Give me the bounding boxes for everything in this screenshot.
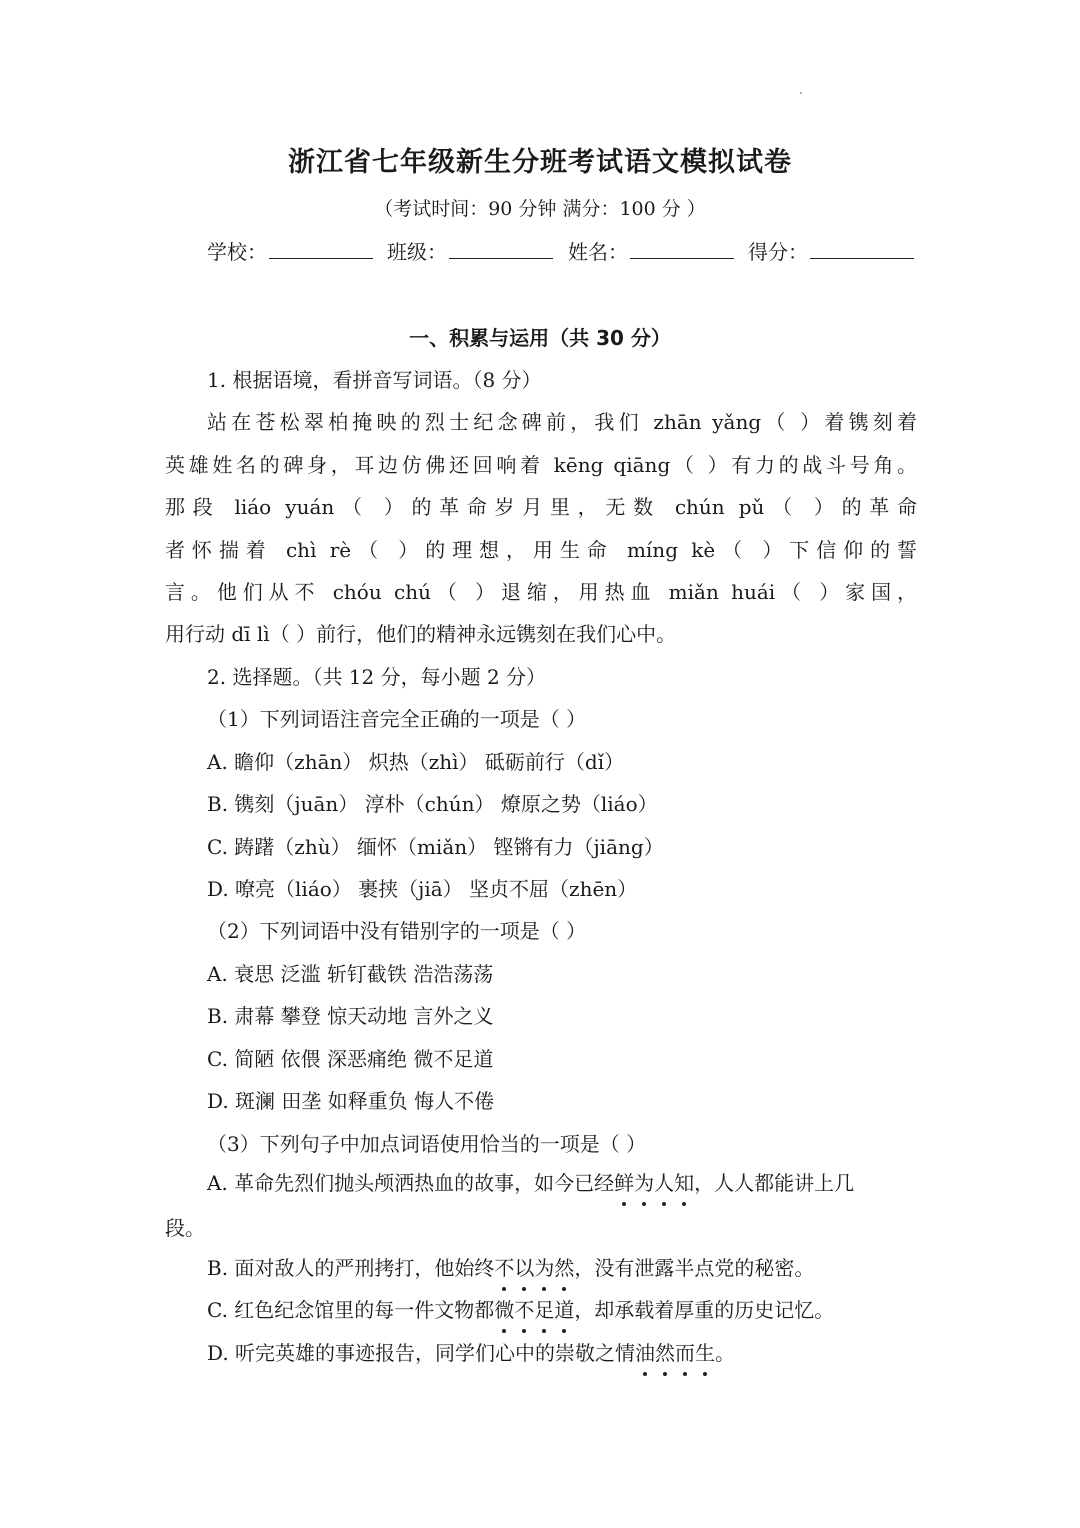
q1-line-2: 英雄姓名的碑身，耳边仿佛还回响着 kēng qiāng（ ）有力的战斗号角。 [165,453,917,477]
dotted-char: 人 [654,1171,675,1195]
option-text: 。 [715,1341,736,1365]
q2-2-option-a: A. 衰思 泛滥 斩钉截铁 浩浩荡荡 [207,962,494,986]
option-text: B. 面对敌人的严刑拷打，他始终 [207,1256,495,1280]
score-label: 得分： [748,240,808,264]
dotted-char: 为 [634,1171,655,1195]
score-blank[interactable] [810,238,914,259]
name-label: 姓名： [568,240,628,264]
dotted-char: 微 [494,1298,515,1322]
info-school [207,236,373,265]
q2-1-stem: （1）下列词语注音完全正确的一项是（ ） [207,707,587,731]
dotted-char: 知 [674,1171,695,1195]
option-text: ，没有泄露半点党的秘密。 [574,1256,815,1280]
info-score [748,236,914,265]
dotted-char: 道 [554,1298,575,1322]
info-name [568,236,734,265]
q2-3-option-a [207,1169,854,1197]
dotted-char: 为 [534,1256,555,1280]
exam-info-subtitle: （考试时间：90 分钟 满分：100 分 ） [374,198,706,220]
option-text: ，人人都能讲上几 [694,1171,855,1195]
q2-2-option-d: D. 斑澜 田垄 如释重负 悔人不倦 [207,1089,495,1113]
dotted-char: 不 [494,1256,515,1280]
q1-line-1: 站在苍松翠柏掩映的烈士纪念碑前，我们 zhān yǎng（ ）着镌刻着 [207,410,917,434]
q2-1-option-d: D. 嘹亮（liáo） 裹挟（jiā） 坚贞不屈（zhēn） [207,877,638,901]
class-blank[interactable] [449,238,553,259]
option-text: D. 听完英雄的事迹报告，同学们心中的崇敬之情 [207,1341,636,1365]
q2-1-option-b: B. 镌刻（juān） 淳朴（chún） 燎原之势（liáo） [207,792,658,816]
dotted-char: 然 [655,1341,676,1365]
q1-line-6: 用行动 dī lì（ ）前行，他们的精神永远镌刻在我们心中。 [165,622,677,646]
q2-3-stem: （3）下列句子中加点词语使用恰当的一项是（ ） [207,1132,647,1156]
q1-line-3: 那段 liáo yuán（ ）的革命岁月里，无数 chún pǔ（ ）的革命 [165,495,917,519]
info-class [387,236,553,265]
dotted-char: 足 [534,1298,555,1322]
q2-3-option-a-cont: 段。 [165,1216,205,1240]
scan-speck [800,92,802,94]
dotted-char: 然 [554,1256,575,1280]
dotted-char: 鲜 [614,1171,635,1195]
q1-line-5: 言。他们从不 chóu chú（ ）退缩，用热血 miǎn huái（ ）家国， [165,580,917,604]
dotted-char: 不 [514,1298,535,1322]
q2-prompt: 2. 选择题。（共 12 分，每小题 2 分） [207,665,547,689]
q1-prompt: 1. 根据语境，看拼音写词语。（8 分） [207,368,542,392]
option-text: C. 红色纪念馆里的每一件文物都 [207,1298,495,1322]
q2-3-option-d [207,1339,735,1367]
dotted-char: 以 [514,1256,535,1280]
dotted-char: 油 [635,1341,656,1365]
q2-1-option-c: C. 踌躇（zhù） 缅怀（miǎn） 铿锵有力（jiāng） [207,835,664,859]
q1-line-4: 者怀揣着 chì rè（ ）的理想，用生命 míng kè（ ）下信仰的誓 [165,538,917,562]
school-blank[interactable] [269,238,373,259]
name-blank[interactable] [630,238,734,259]
q2-3-option-c [207,1296,834,1324]
dotted-char: 而 [675,1341,696,1365]
school-label: 学校： [207,240,267,264]
q2-2-option-b: B. 肃幕 攀登 惊天动地 言外之义 [207,1004,494,1028]
page-title: 浙江省七年级新生分班考试语文模拟试卷 [288,147,792,178]
q2-2-option-c: C. 简陋 依偎 深恶痛绝 微不足道 [207,1047,494,1071]
option-text: A. 革命先烈们抛头颅洒热血的故事，如今已经 [207,1171,615,1195]
q2-3-option-b [207,1254,814,1282]
q2-1-option-a: A. 瞻仰（zhān） 炽热（zhì） 砥砺前行（dǐ） [207,750,625,774]
section-heading: 一、积累与运用（共 30 分） [409,326,671,350]
option-text: ，却承载着厚重的历史记忆。 [574,1298,835,1322]
dotted-char: 生 [695,1341,716,1365]
class-label: 班级： [387,240,447,264]
q2-2-stem: （2）下列词语中没有错别字的一项是（ ） [207,919,587,943]
